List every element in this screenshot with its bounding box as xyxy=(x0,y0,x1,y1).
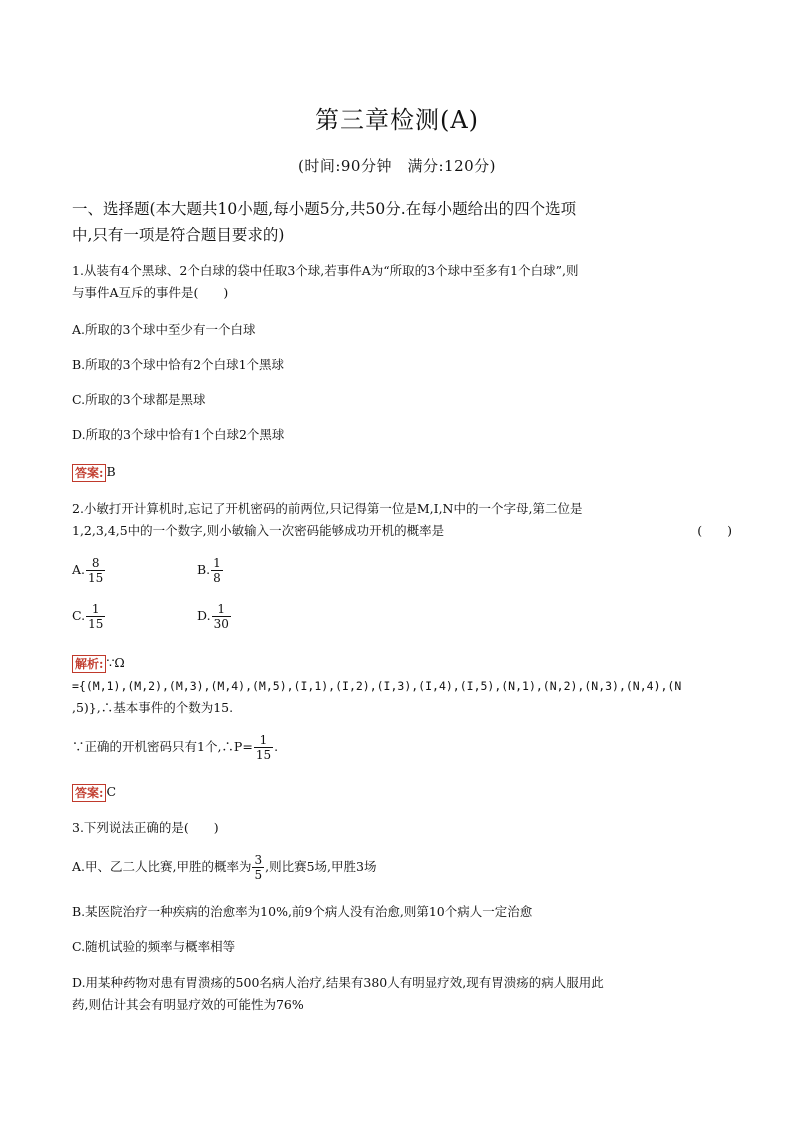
analysis-end: . xyxy=(274,739,279,754)
question-1-line1: 1.从装有4个黑球、2个白球的袋中任取3个球,若事件A为“所取的3个球中至多有1个白球”,则 xyxy=(72,263,579,278)
fraction-denominator: 5 xyxy=(254,868,263,882)
fraction xyxy=(86,602,105,631)
question-1-option-b: B.所取的3个球中恰有2个白球1个黑球 xyxy=(72,357,285,372)
fraction xyxy=(252,853,264,882)
question-2-analysis-line2: ={(M,1),(M,2),(M,3),(M,4),(M,5),(I,1),(I,2),(I,3),(I,4),(I,5),(N,1),(N,2),(N,3),(N,4),(N xyxy=(72,679,682,693)
fraction xyxy=(211,556,223,585)
fraction-numerator: 1 xyxy=(91,602,100,616)
fraction-numerator: 3 xyxy=(254,853,263,867)
answer-badge: 答案: xyxy=(72,784,106,802)
question-3-option-d-line1: D.用某种药物对患有胃溃疡的500名病人治疗,结果有380人有明显疗效,现有胃溃疡的病人服用此 xyxy=(72,975,604,990)
question-2-line1: 2.小敏打开计算机时,忘记了开机密码的前两位,只记得第一位是M,I,N中的一个字母,第二位是 xyxy=(72,501,583,516)
question-2-analysis-line3: ,5)},∴基本事件的个数为15. xyxy=(72,700,234,715)
option-prefix: C. xyxy=(72,608,86,623)
question-3-stem: 3.下列说法正确的是( ) xyxy=(72,820,219,835)
fraction xyxy=(254,733,273,762)
option-prefix: B. xyxy=(197,562,211,577)
fraction-numerator: 1 xyxy=(217,602,226,616)
question-1-option-c: C.所取的3个球都是黑球 xyxy=(72,392,206,407)
option-text: ,则比赛5场,甲胜3场 xyxy=(265,859,377,874)
fraction-denominator: 15 xyxy=(88,617,104,631)
fraction-denominator: 30 xyxy=(213,617,229,631)
analysis-text: ∵正确的开机密码只有1个,∴P= xyxy=(72,739,253,754)
option-text: A.甲、乙二人比赛,甲胜的概率为 xyxy=(72,859,252,874)
question-1-option-a: A.所取的3个球中至少有一个白球 xyxy=(72,322,256,337)
fraction xyxy=(212,602,231,631)
option-prefix: D. xyxy=(197,608,211,623)
question-1-option-d: D.所取的3个球中恰有1个白球2个黑球 xyxy=(72,427,285,442)
page-title: 第三章检测(A) xyxy=(314,106,480,134)
section-heading-choice xyxy=(72,196,732,248)
question-2-line2: 1,2,3,4,5中的一个数字,则小敏输入一次密码能够成功开机的概率是 xyxy=(72,523,445,538)
analysis-badge: 解析: xyxy=(72,655,106,673)
question-1-line2: 与事件A互斥的事件是( ) xyxy=(72,285,229,300)
analysis-start: ∵Ω xyxy=(106,655,125,670)
question-3-option-d-line2: 药,则估计其会有明显疗效的可能性为76% xyxy=(72,997,304,1012)
question-2-option-d xyxy=(197,602,232,631)
question-2-option-a xyxy=(72,556,106,585)
answer-value: B xyxy=(106,464,116,479)
page-subtitle: (时间:90分钟 满分:120分) xyxy=(297,157,497,175)
question-2-analysis-label-row xyxy=(72,654,125,673)
question-2-option-c xyxy=(72,602,106,631)
fraction-numerator: 1 xyxy=(213,556,221,570)
question-2-analysis-line4 xyxy=(72,733,278,762)
question-1-stem xyxy=(72,260,732,304)
fraction-denominator: 8 xyxy=(213,571,221,585)
question-2-answer-paren: ( ) xyxy=(697,523,732,538)
question-2-answer xyxy=(72,783,116,802)
section-heading-line1: 一、选择题(本大题共10小题,每小题5分,共50分.在每小题给出的四个选项 xyxy=(72,200,577,218)
fraction xyxy=(86,556,105,585)
option-prefix: A. xyxy=(72,562,86,577)
answer-value: C xyxy=(106,784,117,799)
fraction-numerator: 1 xyxy=(259,733,268,747)
question-3-option-a xyxy=(72,853,376,882)
answer-badge: 答案: xyxy=(72,464,106,482)
question-3-option-c: C.随机试验的频率与概率相等 xyxy=(72,939,236,954)
question-2-option-b xyxy=(197,556,224,585)
section-heading-line2: 中,只有一项是符合题目要求的) xyxy=(72,226,285,244)
fraction-denominator: 15 xyxy=(88,571,104,585)
question-3-option-d xyxy=(72,972,732,1016)
question-1-answer xyxy=(72,463,116,482)
fraction-numerator: 8 xyxy=(91,556,100,570)
question-2-stem xyxy=(72,498,732,542)
question-3-option-b: B.某医院治疗一种疾病的治愈率为10%,前9个病人没有治愈,则第10个病人一定治愈 xyxy=(72,904,533,919)
fraction-denominator: 15 xyxy=(255,748,272,762)
